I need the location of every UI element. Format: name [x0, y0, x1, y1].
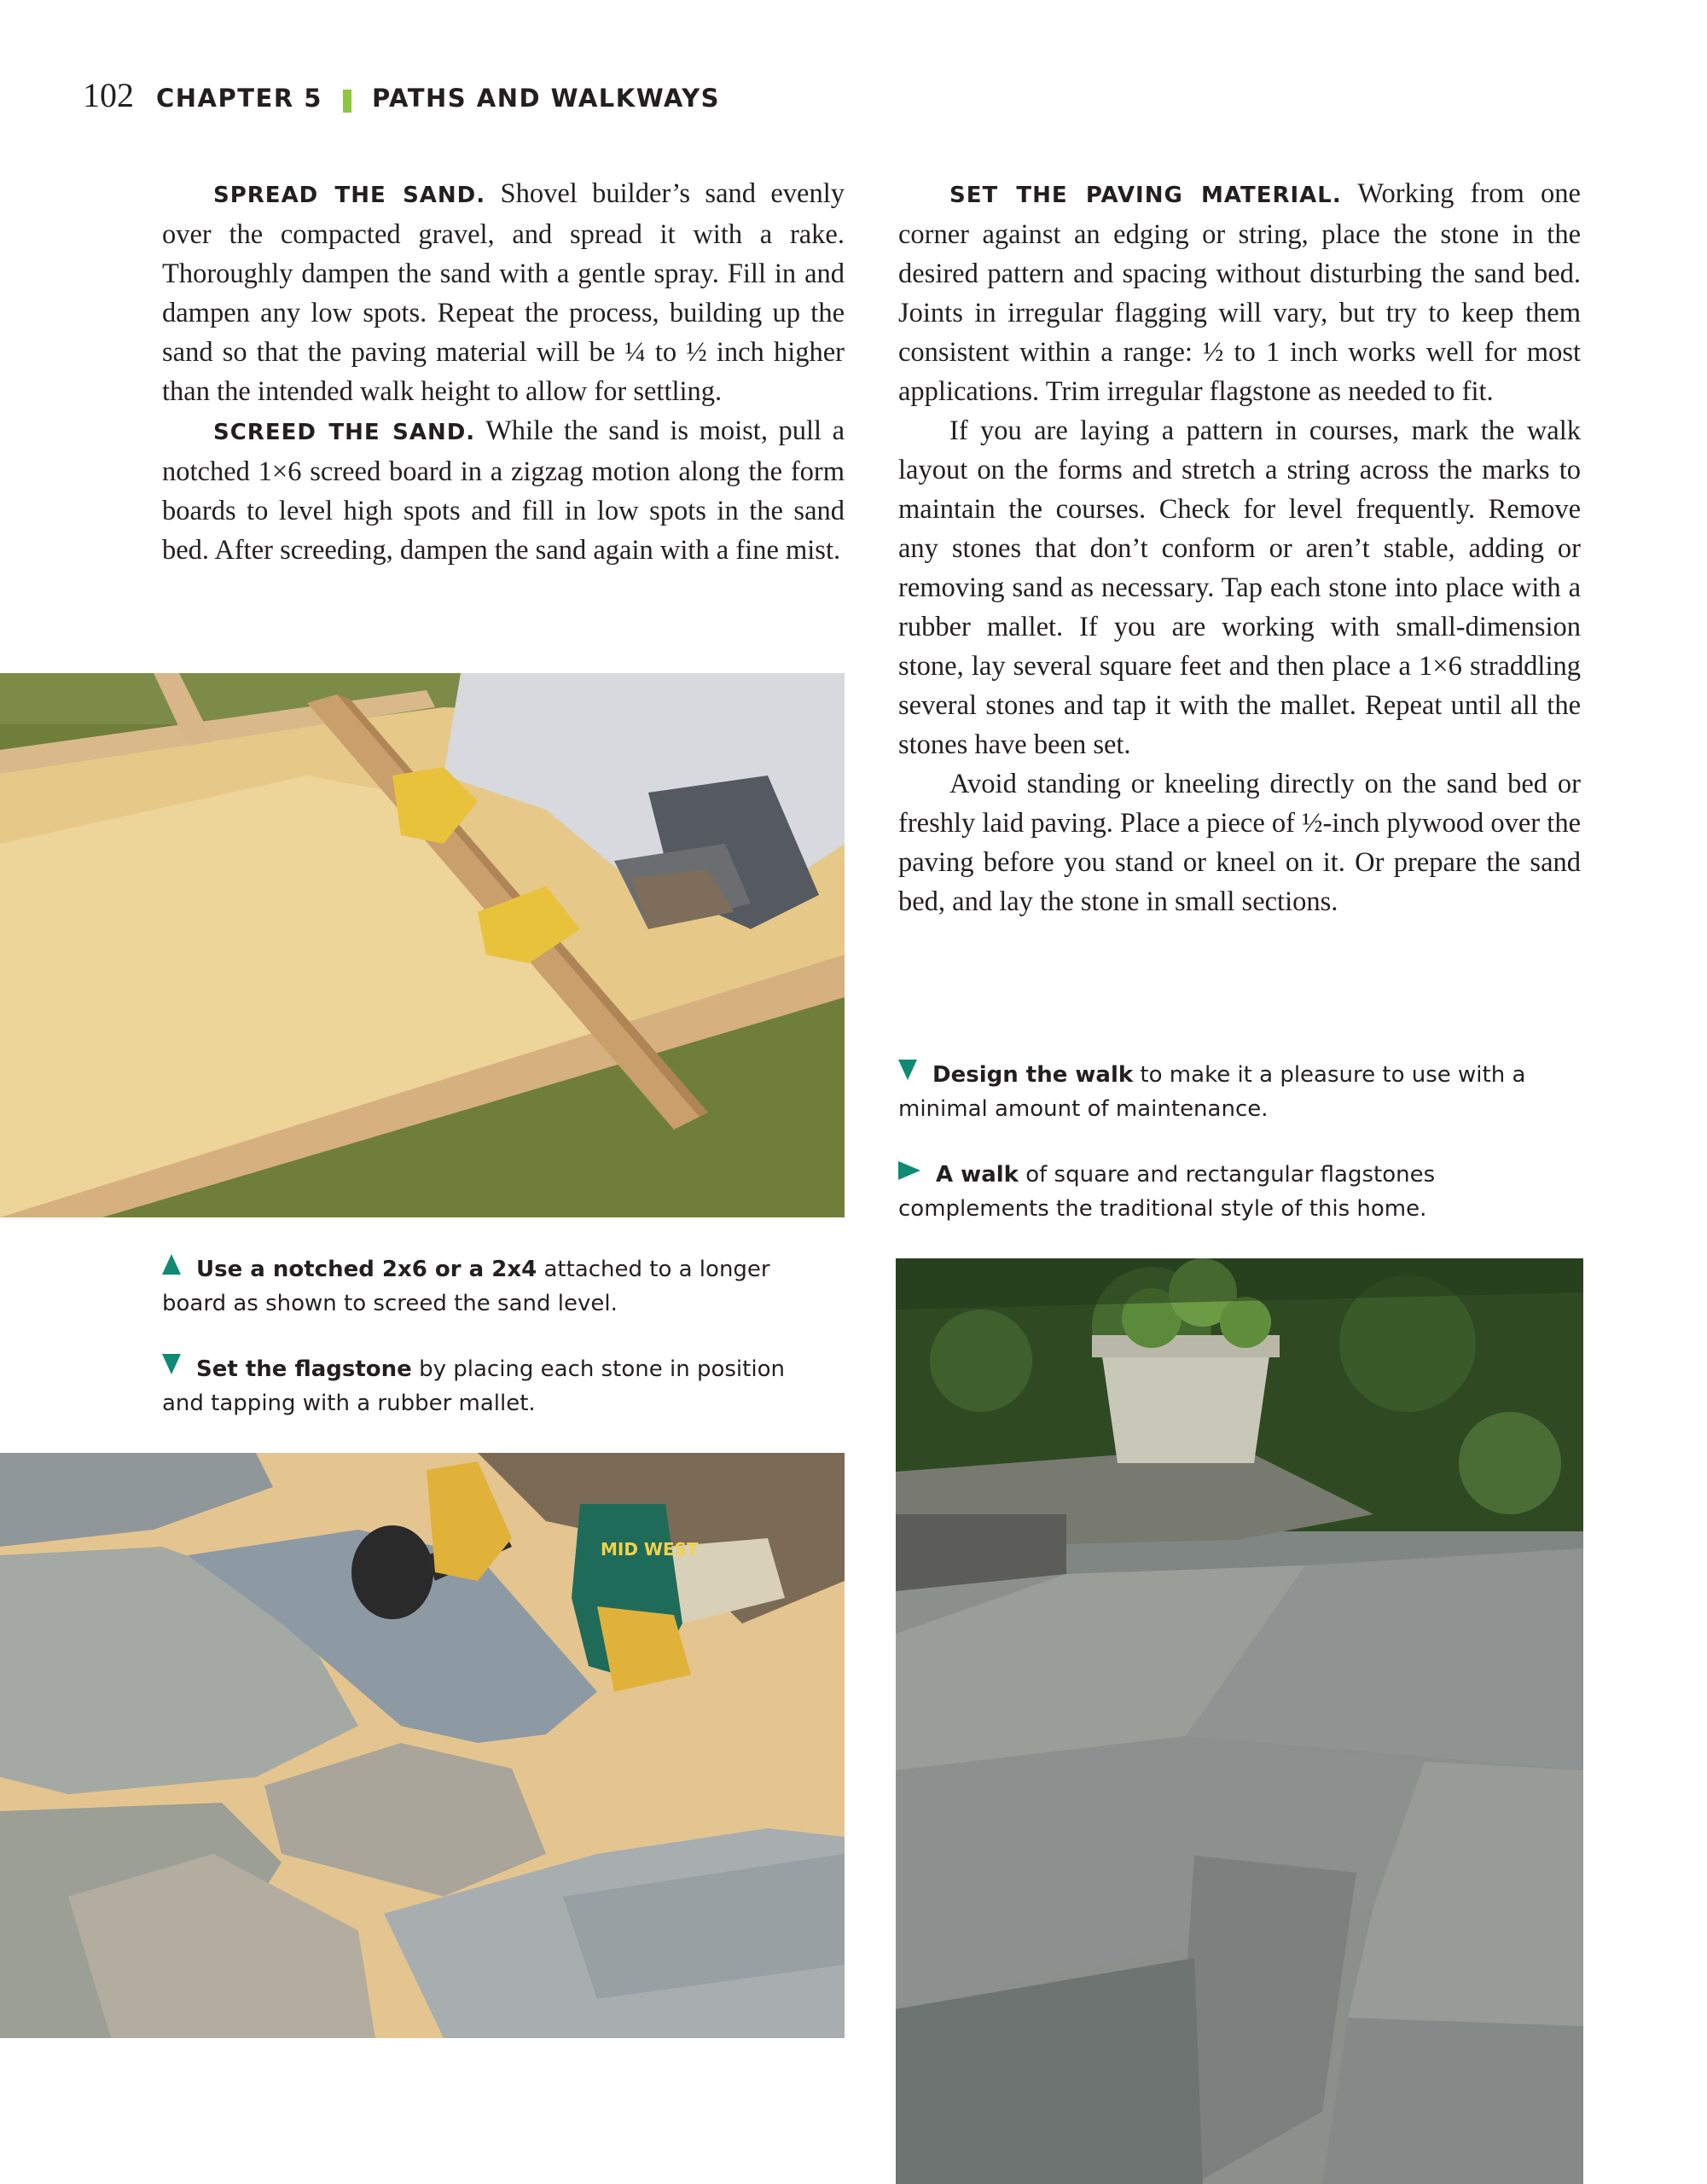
arrow-down-icon [162, 1354, 181, 1374]
caption-screed-bold: Use a notched 2x6 or a 2x4 [196, 1257, 537, 1282]
arrow-right-icon [898, 1161, 920, 1180]
paragraph-set-paving [898, 174, 1581, 411]
caption-walk-bold: A walk [936, 1162, 1019, 1188]
photo-screeding-sand [0, 673, 845, 1217]
paragraph-screed-sand [162, 411, 845, 570]
flagstone-illustration [0, 1453, 845, 2038]
caption-walk-text: of square and rectangular flagstones complements the traditional style of this home. [898, 1162, 1436, 1222]
arrow-down-icon [898, 1060, 917, 1080]
text-screed-sand: While the sand is moist, pull a notched 1×6 screed board in a zigzag motion along the form boards to level high spots and fill in low spots in the sand bed. After screeding, dampen the sand again with a fine mist. [162, 415, 845, 566]
caption-design-bold: Design the walk [932, 1062, 1134, 1088]
header-separator [343, 90, 351, 113]
caption-flagstone-bold: Set the flagstone [196, 1356, 412, 1382]
photo-finished-walk [896, 1258, 1583, 2184]
right-text-column [898, 174, 1581, 921]
lead-screed-sand: SCREED THE SAND. [213, 420, 476, 445]
text-set-paving: Working from one corner against an edging or string, place the stone in the desired pattern and spacing without disturbing the sand bed. Joints in irregular flagging will vary, but try to keep them consistent within a range: ½ to 1 inch works well for most applications. Trim irregular flagstone as needed to fit. [898, 178, 1581, 407]
page-number: 102 [83, 76, 134, 114]
caption-walk [898, 1158, 1581, 1226]
paragraph-courses: If you are laying a pattern in courses, mark the walk layout on the forms and stretch a string across the marks to maintain the courses. Check for level frequently. Remove any stones that don’t conform or aren’t stable, adding or removing sand as necessary. Tap each stone into place with a rubber mallet. If you are working with small-dimension stone, lay several square feet and then place a 1×6 straddling several stones and tap it with the mallet. Repeat until all the stones have been set. [898, 415, 1581, 760]
walk-illustration [896, 1258, 1583, 2184]
photo-setting-flagstone [0, 1453, 845, 2038]
paragraph-avoid-standing: Avoid standing or kneeling directly on the sand bed or freshly laid paving. Place a piece of ½-inch plywood over the paving before you stand or kneel on it. Or prepare the sand bed, and lay the stone in small sections. [898, 769, 1581, 917]
left-text-column [162, 174, 845, 570]
rubber-mallet [351, 1525, 433, 1619]
section-title: PATHS AND WALKWAYS [371, 84, 720, 113]
screeding-illustration [0, 673, 845, 1217]
lead-set-paving: SET THE PAVING MATERIAL. [949, 183, 1342, 208]
text-spread-sand: Shovel builder’s sand evenly over the compacted gravel, and spread it with a rake. Thoroughly dampen the sand with a gentle spray. Fill in and dampen any low spots. Repeat the process, building up the sand so that the paving material will be ¼ to ½ inch higher than the intended walk height to allow for settling. [162, 178, 845, 407]
caption-screed-text: attached to a longer board as shown to screed the sand level. [162, 1257, 770, 1316]
stone-planter [1100, 1344, 1271, 1463]
caption-design [898, 1058, 1581, 1126]
caption-design-text: to make it a pleasure to use with a minimal amount of maintenance. [898, 1062, 1526, 1122]
running-header [83, 75, 720, 126]
caption-flagstone-text: by placing each stone in position and tapping with a rubber mallet. [162, 1356, 785, 1416]
glove-brand-label: MID WEST [601, 1539, 699, 1560]
arrow-up-icon [162, 1254, 181, 1275]
caption-screed [162, 1252, 810, 1321]
chapter-label: CHAPTER 5 [156, 84, 322, 113]
paragraph-spread-sand [162, 174, 845, 411]
lead-spread-sand: SPREAD THE SAND. [213, 183, 486, 208]
caption-flagstone [162, 1352, 810, 1420]
